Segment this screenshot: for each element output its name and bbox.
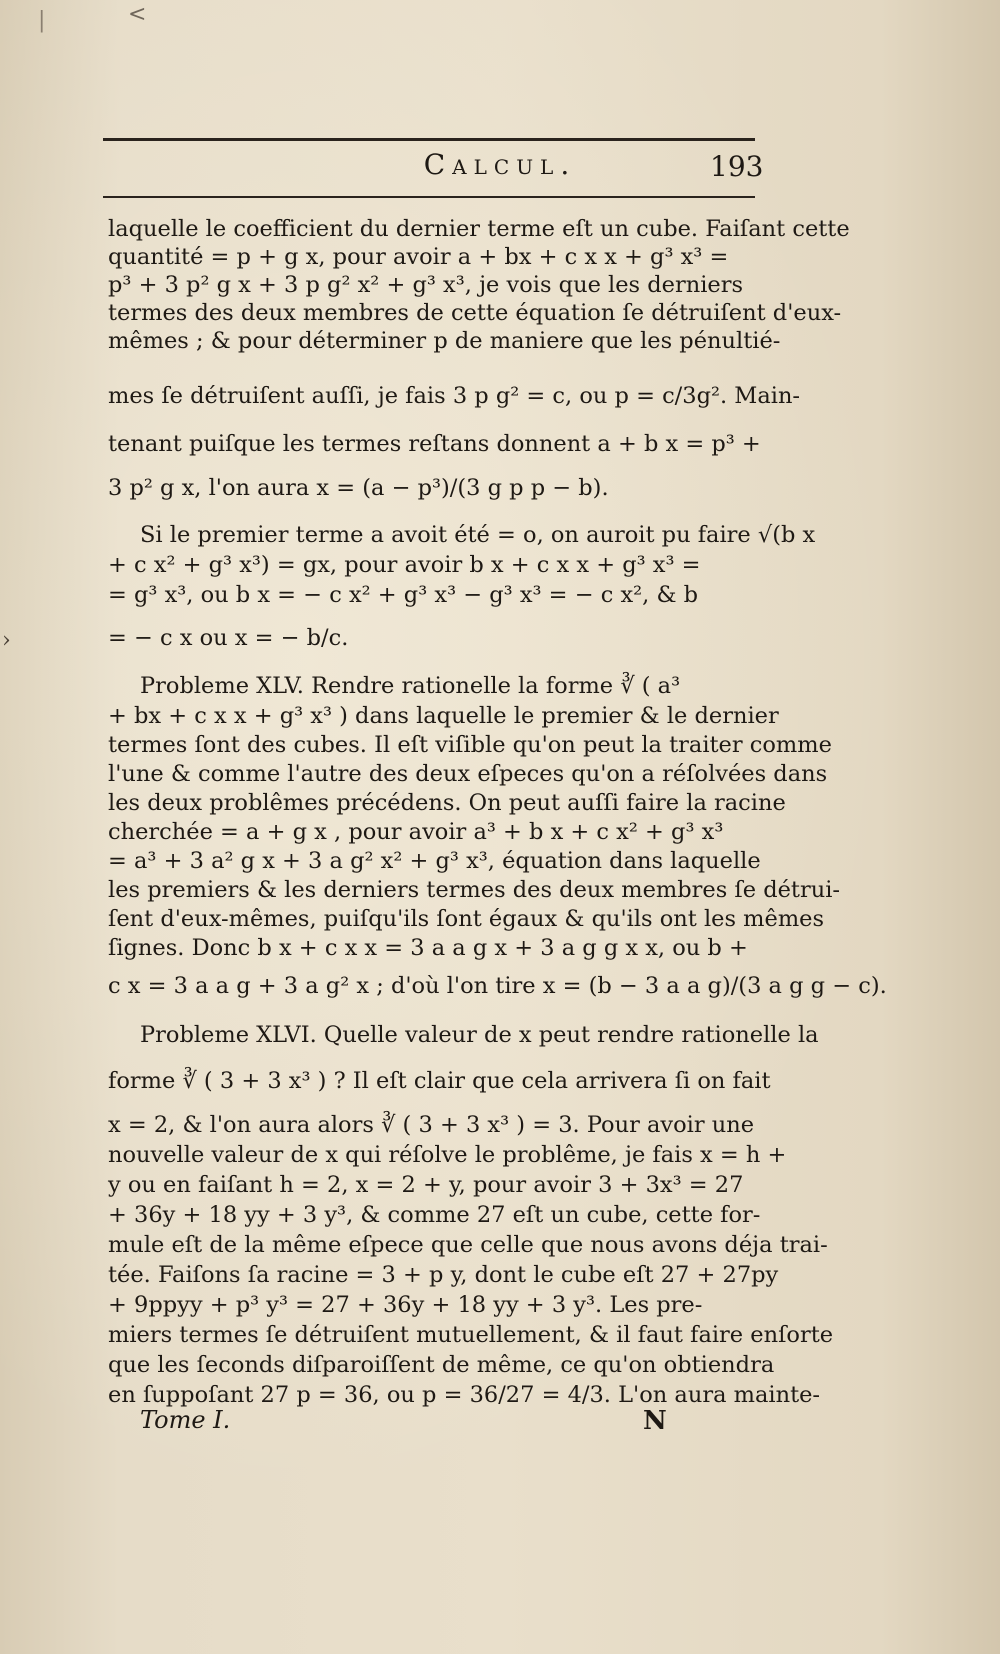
text-line: ſignes. Donc b x + c x x = 3 a a g x + 3 a g g x x, ou b + [108, 935, 748, 961]
text-line: + 9ppyy + p³ y³ = 27 + 36y + 18 yy + 3 y³. Les pre- [108, 1292, 703, 1318]
margin-mark: < [128, 2, 147, 27]
problem-heading: Probleme XLV. Rendre rationelle la forme ∛ ( a³ [140, 673, 681, 699]
running-head: Calcul. [423, 148, 577, 181]
text-line: les premiers & les derniers termes des deux membres ſe détrui- [108, 877, 840, 903]
volume-label: Tome I. [140, 1406, 231, 1434]
text-line: = a³ + 3 a² g x + 3 a g² x² + g³ x³, équation dans laquelle [108, 848, 761, 874]
text-line: mêmes ; & pour déterminer p de maniere que les pénultié- [108, 328, 781, 354]
text-line: l'une & comme l'autre des deux eſpeces qu'on a réſolvées dans [108, 761, 828, 787]
margin-mark: | [38, 8, 46, 33]
text-line: ſent d'eux-mêmes, puiſqu'ils ſont égaux & qu'ils ont les mêmes [108, 906, 825, 932]
text-line: mes ſe détruiſent auſſi, je fais 3 p g² = c, ou p = c/3g². Main- [108, 383, 801, 409]
header-rule-bottom [103, 196, 755, 198]
text-line: cherchée = a + g x , pour avoir a³ + b x + c x² + g³ x³ [108, 819, 724, 845]
text-line: que les ſeconds diſparoiſſent de même, ce qu'on obtiendra [108, 1352, 775, 1378]
text-line: miers termes ſe détruiſent mutuellement, & il faut faire enſorte [108, 1322, 834, 1348]
text-line: mule eſt de la même eſpece que celle que nous avons déja trai- [108, 1232, 828, 1258]
text-line: c x = 3 a a g + 3 a g² x ; d'où l'on tire x = (b − 3 a a g)/(3 a g g − c). [108, 973, 887, 999]
text-line: x = 2, & l'on aura alors ∛ ( 3 + 3 x³ ) = 3. Pour avoir une [108, 1112, 755, 1138]
text-line: 3 p² g x, l'on aura x = (a − p³)/(3 g p p − b). [108, 475, 609, 501]
text-line: tée. Faiſons ſa racine = 3 + p y, dont le cube eſt 27 + 27py [108, 1262, 779, 1288]
text-line: les deux problêmes précédens. On peut auſſi faire la racine [108, 790, 786, 816]
text-line: termes des deux membres de cette équation ſe détruiſent d'eux- [108, 300, 842, 326]
text-line: en ſuppoſant 27 p = 36, ou p = 36/27 = 4/3. L'on aura mainte- [108, 1382, 821, 1408]
text-line: = g³ x³, ou b x = − c x² + g³ x³ − g³ x³ = − c x², & b [108, 582, 699, 608]
problem-heading: Probleme XLVI. Quelle valeur de x peut rendre rationelle la [140, 1022, 819, 1048]
text-line: nouvelle valeur de x qui réſolve le problême, je fais x = h + [108, 1142, 787, 1168]
text-line: termes ſont des cubes. Il eſt viſible qu'on peut la traiter comme [108, 732, 832, 758]
text-line: + 36y + 18 yy + 3 y³, & comme 27 eſt un cube, cette for- [108, 1202, 761, 1228]
text-line: y ou en faiſant h = 2, x = 2 + y, pour avoir 3 + 3x³ = 27 [108, 1172, 744, 1198]
text-line: + bx + c x x + g³ x³ ) dans laquelle le premier & le dernier [108, 703, 779, 729]
margin-mark: › [2, 628, 11, 653]
text-line: = − c x ou x = − b/c. [108, 625, 349, 651]
text-line: quantité = p + g x, pour avoir a + bx + c x x + g³ x³ = [108, 244, 729, 270]
text-line: + c x² + g³ x³) = gx, pour avoir b x + c x x + g³ x³ = [108, 552, 701, 578]
text-line: forme ∛ ( 3 + 3 x³ ) ? Il eſt clair que cela arrivera ſi on fait [108, 1068, 771, 1094]
text-line: tenant puiſque les termes reſtans donnent a + b x = p³ + [108, 431, 761, 457]
text-line: laquelle le coefficient du dernier terme eſt un cube. Faiſant cette [108, 216, 850, 242]
header-rule-top [103, 138, 755, 141]
page-number: 193 [710, 150, 764, 183]
text-line: p³ + 3 p² g x + 3 p g² x² + g³ x³, je vois que les derniers [108, 272, 744, 298]
signature-mark: N [643, 1406, 667, 1436]
text-line: Si le premier terme a avoit été = o, on auroit pu faire √(b x [140, 522, 816, 548]
